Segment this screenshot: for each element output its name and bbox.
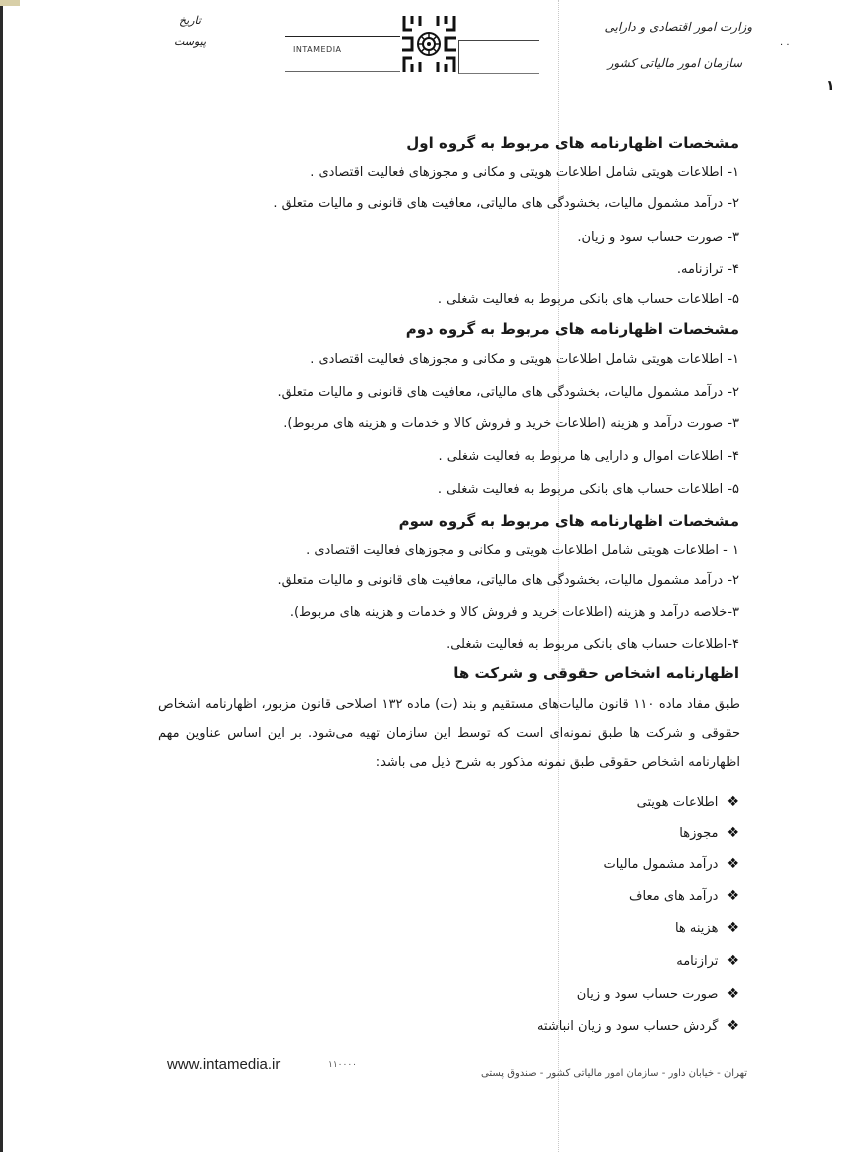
group-1-item: ۳- صورت حساب سود و زیان. [577,230,739,245]
group-3-item: ۴-اطلاعات حساب های بانکی مربوط به فعالیت شغلی. [446,637,739,652]
logo-banner-left [285,36,400,72]
four-diamond-bullet-icon: ❖ [726,986,739,1002]
tax-organization-logo-icon [400,12,458,76]
group-3-item: ۲- درآمد مشمول مالیات، بخشودگی های مالیاتی، معافیت های قانونی و مالیات متعلق. [277,573,739,588]
group-3-item: ۳-خلاصه درآمد و هزینه (اطلاعات خرید و فروش کالا و خدمات و هزینه های مربوط). [289,605,739,620]
letterhead-left [170,14,210,56]
footer-postal-box: ۱۱۰۰۰۰ [328,1060,358,1070]
page-edge [0,0,3,1152]
group-3-item: ۱ - اطلاعات هویتی شامل اطلاعات هویتی و مکانی و مجوزهای فعالیت اقتصادی . [306,543,739,558]
legal-section-paragraph: طبق مفاد ماده ۱۱۰ قانون مالیات‌های مستقیم و بند (ت) ماده ۱۳۲ اصلاحی قانون مزبور، اظهارنامه اشخاص حقوقی و شرکت ها طبق نمونه‌ای است که توسط این سازمان تهیه می‌شود. بر این اساس عناوین مهم اظهارنامه اشخاص حقوقی طبق نمونه مذکور به شرح ذیل می باشد: [158,697,740,770]
logo-banner-right [458,40,539,74]
bullet-item: ❖درآمد های معاف [629,888,739,904]
date-label: تاریخ [179,14,201,27]
group-1-title: مشخصات اظهارنامه های مربوط به گروه اول [406,134,739,152]
bullet-item: ❖صورت حساب سود و زیان [576,986,739,1002]
legal-section-title: اظهارنامه اشخاص حقوقی و شرکت ها [453,664,739,682]
four-diamond-bullet-icon: ❖ [726,794,739,810]
group-2-item: ۱- اطلاعات هویتی شامل اطلاعات هویتی و مکانی و مجوزهای فعالیت اقتصادی . [310,352,739,367]
bullet-item: ❖درآمد مشمول مالیات [603,856,739,872]
header-dots: · · [780,40,790,51]
group-2-item: ۵- اطلاعات حساب های بانکی مربوط به فعالیت شغلی . [437,482,739,497]
group-2-item: ۲- درآمد مشمول مالیات، بخشودگی های مالیاتی، معافیت های قانونی و مالیات متعلق. [277,385,739,400]
bullet-item: ❖مجوزها [679,825,739,841]
bullet-item: ❖ترازنامه [676,953,739,969]
four-diamond-bullet-icon: ❖ [726,920,739,936]
bullet-item: ❖گردش حساب سود و زیان انباشته [536,1018,739,1034]
group-1-item: ۲- درآمد مشمول مالیات، بخشودگی های مالیاتی، معافیت های قانونی و مالیات متعلق . [273,196,739,211]
group-2-item: ۳- صورت درآمد و هزینه (اطلاعات خرید و فروش کالا و خدمات و هزینه های مربوط). [283,416,739,431]
attachment-label: پیوست [173,35,207,48]
group-1-item: ۴- ترازنامه. [676,262,739,277]
footer-website: www.intamedia.ir [167,1056,281,1073]
group-2-item: ۴- اطلاعات اموال و دارایی ها مربوط به فعالیت شغلی . [438,449,739,464]
logo-caption: INTAMEDIA [293,45,342,54]
group-1-item: ۱- اطلاعات هویتی شامل اطلاعات هویتی و مکانی و مجوزهای فعالیت اقتصادی . [310,165,739,180]
bullet-item: ❖اطلاعات هویتی [636,794,739,810]
four-diamond-bullet-icon: ❖ [726,825,739,841]
group-3-title: مشخصات اظهارنامه های مربوط به گروه سوم [398,512,739,530]
organization-name: سازمان امور مالیاتی کشور [607,56,742,70]
four-diamond-bullet-icon: ❖ [726,953,739,969]
page-number: ۱ [826,78,835,94]
four-diamond-bullet-icon: ❖ [726,1018,739,1034]
footer-address: تهران - خیابان داور - سازمان امور مالیاتی کشور - صندوق پستی [481,1068,747,1079]
group-2-title: مشخصات اظهارنامه های مربوط به گروه دوم [405,320,739,338]
ministry-name: وزارت امور اقتصادی و دارایی [604,20,752,34]
four-diamond-bullet-icon: ❖ [726,888,739,904]
four-diamond-bullet-icon: ❖ [726,856,739,872]
group-1-item: ۵- اطلاعات حساب های بانکی مربوط به فعالیت شغلی . [437,292,739,307]
bullet-item: ❖هزینه ها [674,920,739,936]
page-corner-stain [0,0,20,6]
